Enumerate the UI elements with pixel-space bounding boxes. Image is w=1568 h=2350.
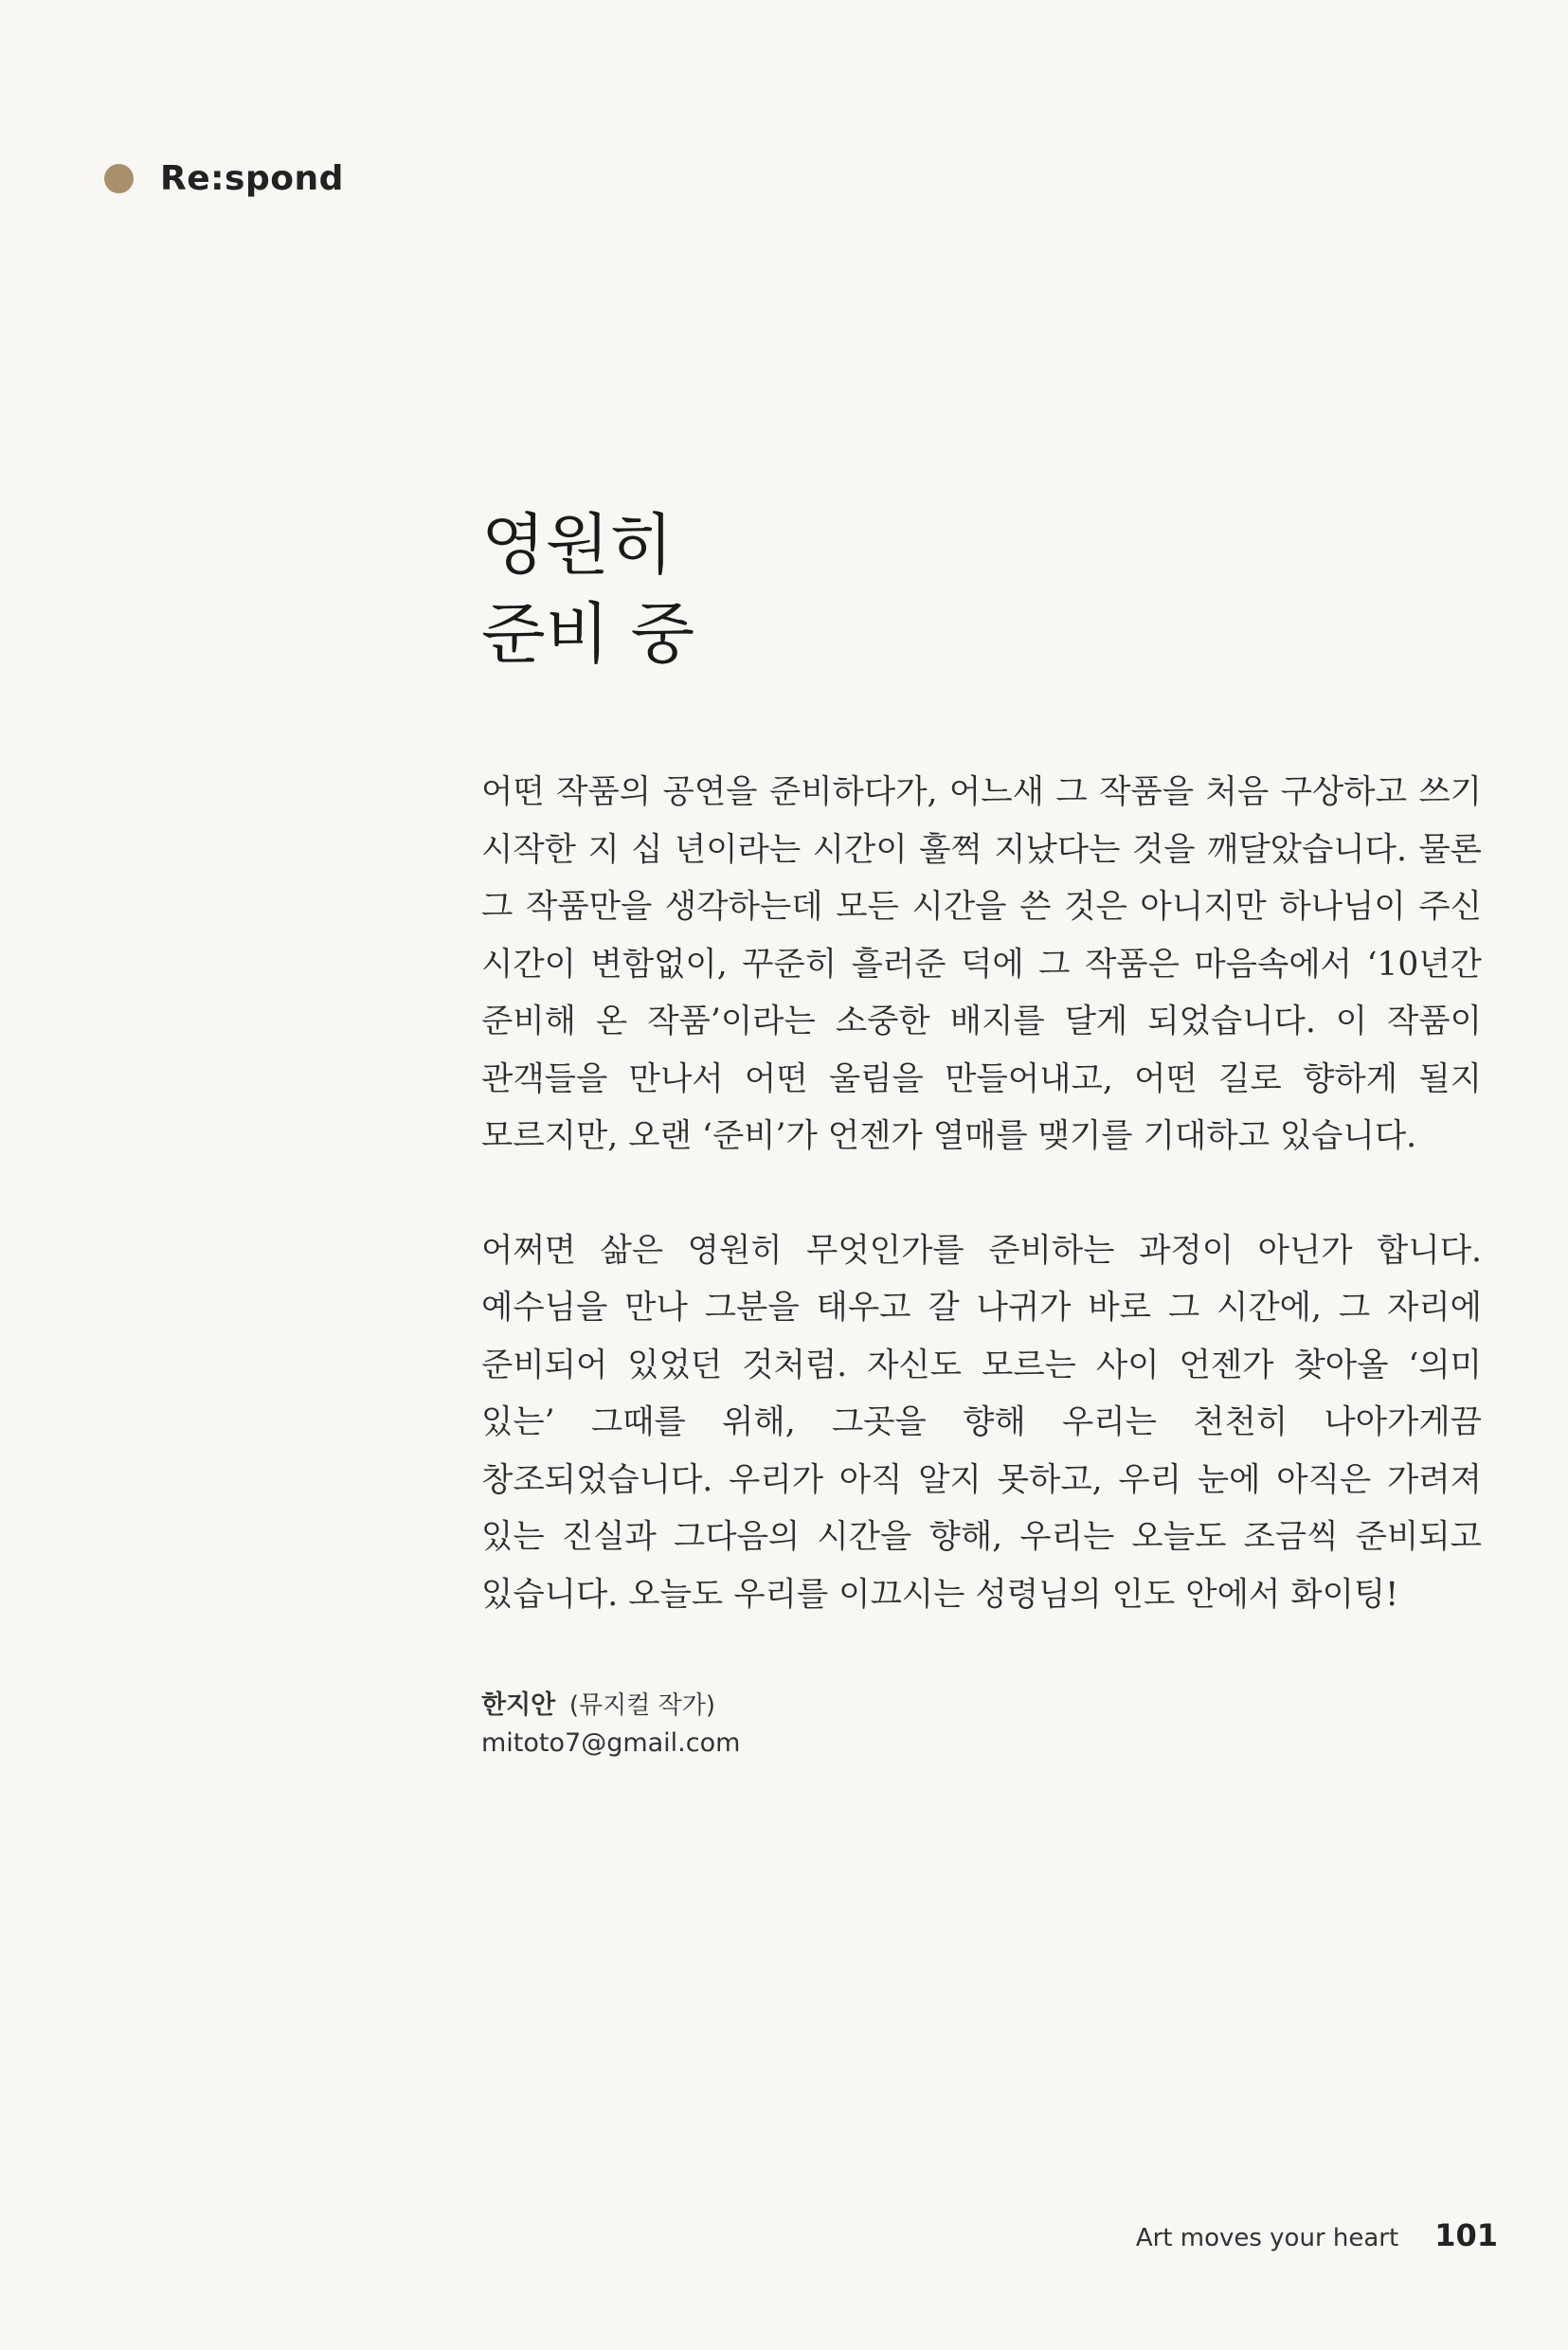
- section-label: [104, 159, 344, 198]
- page-number: 101: [1434, 2217, 1498, 2253]
- article-title-line-2: 준비 중: [481, 595, 695, 673]
- author-role: (뮤지컬 작가): [568, 1691, 715, 1720]
- paragraph-1: 어떤 작품의 공연을 준비하다가, 어느새 그 작품을 처음 구상하고 쓰기 시작한 지 십 년이라는 시간이 훌쩍 지났다는 것을 깨달았습니다. 물론 그 작품만을 생각하는데 모든 시간을 쓴 것은 아니지만 하나님이 주신 시간이 변함없이, 꾸준히 흘러준 덕에 그 작품은 마음속에서 ‘10년간 준비해 온 작품’이라는 소중한 배지를 달게 되었습니다. 이 작품이 관객들을 만나서 어떤 울림을 만들어내고, 어떤 길로 향하게 될지 모르지만, 오랜 ‘준비’가 언젠가 열매를 맺기를 기대하고 있습니다.: [481, 773, 1482, 1155]
- author-credit: [481, 1687, 740, 1725]
- section-dot-icon: [104, 164, 134, 193]
- author-name: 한지안: [481, 1690, 556, 1720]
- article-title-line-1: 영원히: [481, 506, 674, 584]
- footer-tagline: Art moves your heart: [1135, 2224, 1399, 2252]
- page-footer: [1136, 2217, 1498, 2253]
- section-label-text: Re:spond: [160, 159, 344, 198]
- paragraph-2: 어쩌면 삶은 영원히 무엇인가를 준비하는 과정이 아닌가 합니다. 예수님을 만나 그분을 태우고 갈 나귀가 바로 그 시간에, 그 자리에 준비되어 있었던 것처럼. 자신도 모르는 사이 언젠가 찾아올 ‘의미 있는’ 그때를 위해, 그곳을 향해 우리는 천천히 나아가게끔 창조되었습니다. 우리가 아직 알지 못하고, 우리 눈에 아직은 가려져 있는 진실과 그다음의 시간을 향해, 우리는 오늘도 조금씩 준비되고 있습니다. 오늘도 우리를 이끄시는 성령님의 인도 안에서 화이팅!: [481, 1231, 1482, 1614]
- author-block: [481, 1687, 740, 1762]
- article-body: [481, 764, 1482, 1680]
- article-title: [481, 500, 694, 678]
- author-email[interactable]: mitoto7@gmail.com: [481, 1728, 741, 1758]
